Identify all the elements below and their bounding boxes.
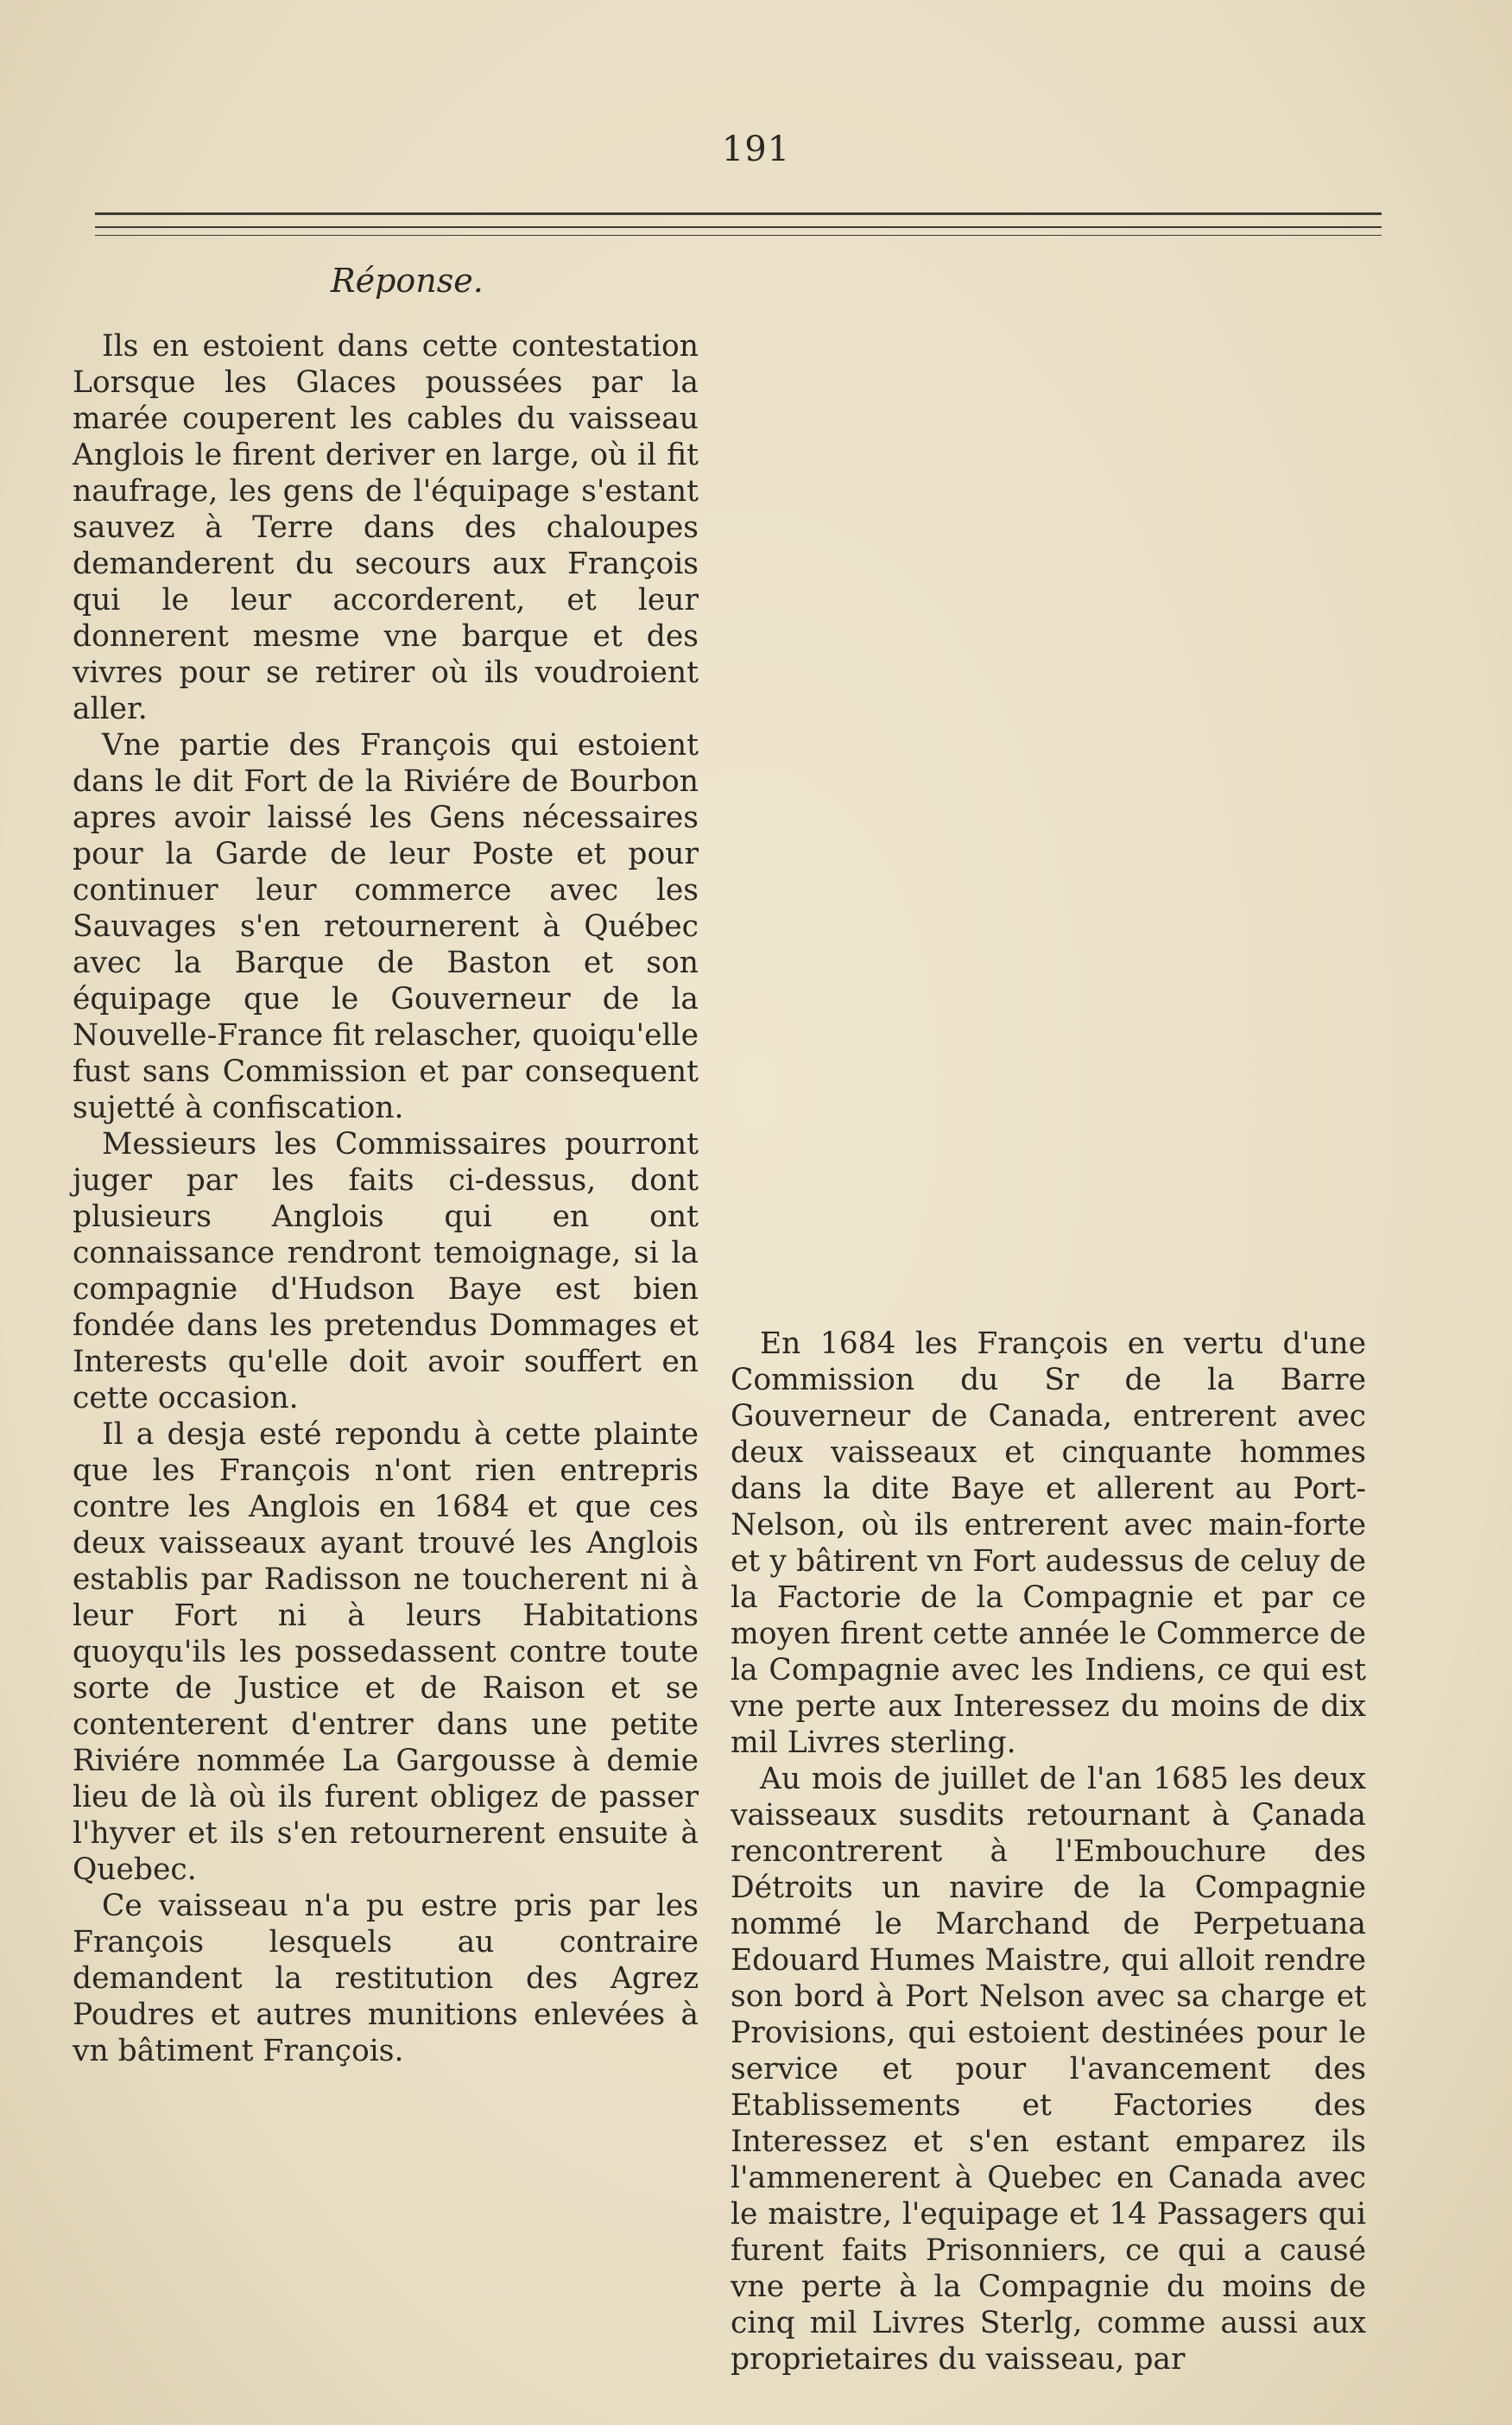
paragraph: Messieurs les Commissaires pourront juger par les faits ci-dessus, dont plusieurs Anglois qui en ont connaissance rendront temoignage, si la compagnie d'Hudson Baye est bien fondée dans les pretendus Dommages et Interests qu'elle doit avoir souffert en cette occasion.: [73, 1127, 699, 1415]
page-number: 191: [721, 130, 791, 169]
paragraph: Vne partie des François qui estoient dans le dit Fort de la Riviére de Bourbon apres avoir laissé les Gens nécessaires pour la Garde de leur Poste et pour continuer leur commerce avec les Sauvages s'en retournerent à Québec avec la Barque de Baston et son équipage que le Gouverneur de la Nouvelle-France fit relascher, quoiqu'elle fust sans Commission et par consequent sujetté à confiscation.: [73, 728, 699, 1125]
section-heading: Réponse.: [331, 262, 484, 300]
header-rule: [95, 235, 1382, 236]
paragraph: Ils en estoient dans cette contestation Lorsque les Glaces poussées par la marée couperent les cables du vaisseau Anglois le firent deriver en large, où il fit naufrage, les gens de l'équipage s'estant sauvez à Terre dans des chaloupes demanderent du secours aux François qui le leur accorderent, et leur donnerent mesme vne barque et des vivres pour se retirer où ils voudroient aller.: [73, 329, 699, 726]
header-rule: [95, 226, 1382, 228]
right-column: [731, 1326, 1366, 2378]
left-column: [73, 328, 699, 2069]
paragraph: Ce vaisseau n'a pu estre pris par les François lesquels au contraire demandent la restitution des Agrez Poudres et autres munitions enlevées à vn bâtiment François.: [73, 1889, 699, 2068]
header-rule: [95, 212, 1382, 215]
paragraph: Au mois de juillet de l'an 1685 les deux vaisseaux susdits retournant à Çanada rencontrerent à l'Embouchure des Détroits un navire de la Compagnie nommé le Marchand de Perpetuana Edouard Humes Maistre, qui alloit rendre son bord à Port Nelson avec sa charge et Provisions, qui estoient destinées pour le service et pour l'avancement des Etablissements et Factories des Interessez et s'en estant emparez ils l'ammenerent à Quebec en Canada avec le maistre, l'equipage et 14 Passagers qui furent faits Prisonniers, ce qui a causé vne perte à la Compagnie du moins de cinq mil Livres Sterlg, comme aussi aux proprietaires du vaisseau, par: [731, 1762, 1366, 2377]
paragraph: En 1684 les François en vertu d'une Commission du Sr de la Barre Gouverneur de Canada, entrerent avec deux vaisseaux et cinquante hommes dans la dite Baye et allerent au Port-Nelson, où ils entrerent avec main-forte et y bâtirent vn Fort audessus de celuy de la Factorie de la Compagnie et par ce moyen firent cette année le Commerce de la Compagnie avec les Indiens, ce qui est vne perte aux Interessez du moins de dix mil Livres sterling.: [731, 1326, 1366, 1760]
paragraph: Il a desja esté repondu à cette plainte que les François n'ont rien entrepris contre les Anglois en 1684 et que ces deux vaisseaux ayant trouvé les Anglois establis par Radisson ne toucherent ni à leur Fort ni à leurs Habitations quoyqu'ils les possedassent contre toute sorte de Justice et de Raison et se contenterent d'entrer dans une petite Riviére nommée La Gargousse à demie lieu de là où ils furent obligez de passer l'hyver et ils s'en retournerent ensuite à Quebec.: [73, 1417, 699, 1887]
